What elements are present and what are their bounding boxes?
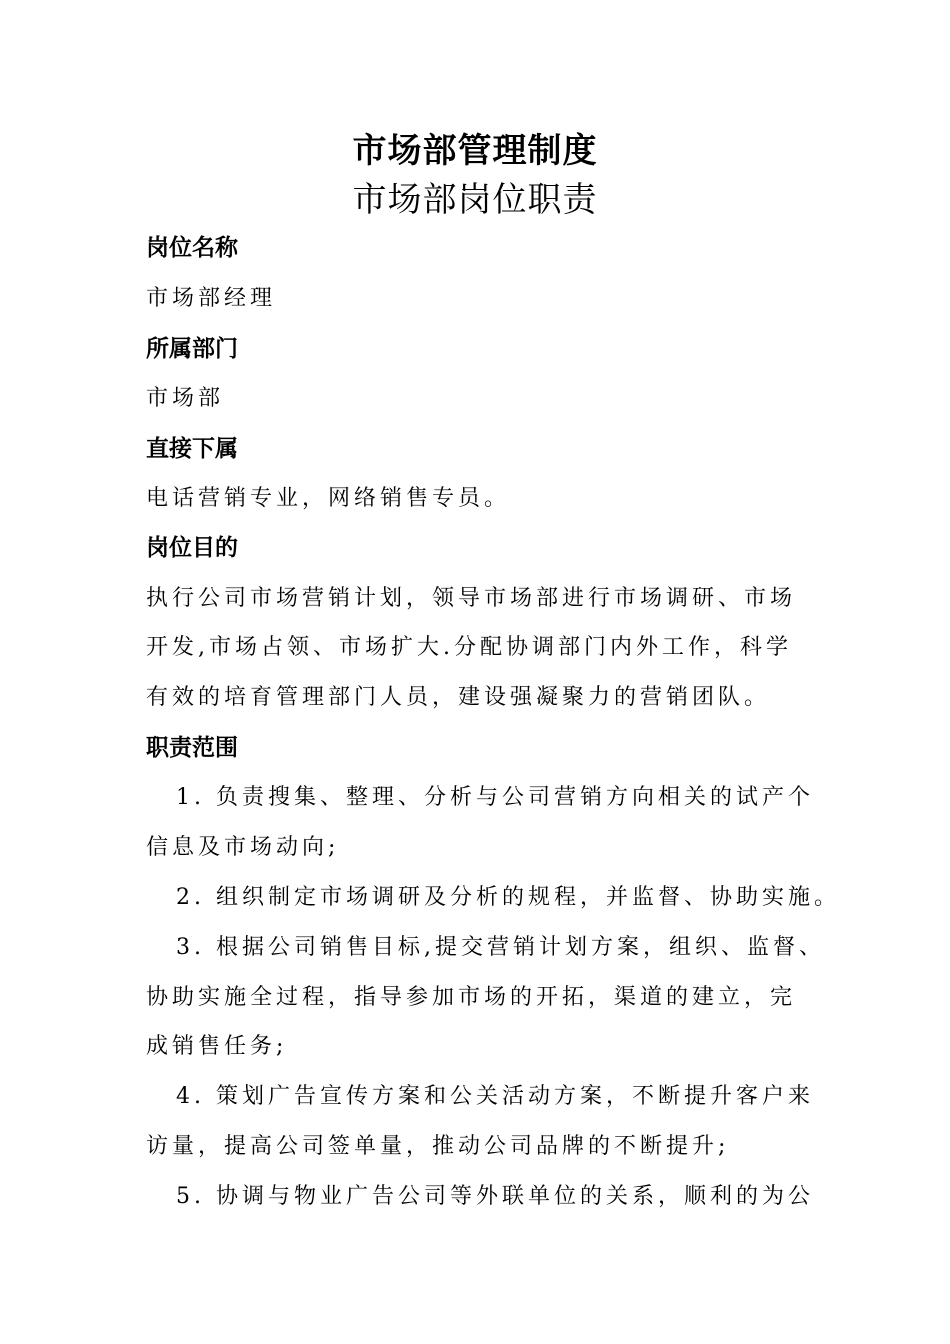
responsibility-line: 成销售任务; (146, 1034, 288, 1059)
document-title: 市场部管理制度 (352, 131, 598, 171)
department-value: 市场部 (146, 386, 225, 411)
responsibility-line: 1. 负责搜集、整理、分析与公司营销方向相关的试产个 (176, 785, 814, 810)
purpose-line: 执行公司市场营销计划，领导市场部进行市场调研、市场 (146, 586, 797, 611)
responsibility-line: 2. 组织制定市场调研及分析的规程，并监督、协助实施。 (176, 885, 840, 910)
position-name-value: 市场部经理 (146, 286, 277, 311)
heading-department: 所属部门 (146, 336, 238, 362)
purpose-line: 有效的培育管理部门人员，建设强凝聚力的营销团队。 (146, 685, 771, 710)
responsibility-line: 协助实施全过程，指导参加市场的开拓，渠道的建立，完 (146, 985, 797, 1010)
document-subtitle: 市场部岗位职责 (352, 180, 598, 220)
responsibility-line: 4. 策划广告宣传方案和公关活动方案，不断提升客户来 (176, 1084, 814, 1109)
responsibility-line: 5. 协调与物业广告公司等外联单位的关系，顺利的为公 (176, 1184, 814, 1209)
responsibility-line: 信息及市场动向; (146, 835, 340, 860)
heading-position-name: 岗位名称 (146, 235, 238, 261)
responsibility-line: 访量，提高公司签单量，推动公司品牌的不断提升; (146, 1134, 730, 1159)
heading-responsibilities: 职责范围 (146, 735, 238, 761)
heading-subordinates: 直接下属 (146, 436, 238, 462)
responsibility-line: 3. 根据公司销售目标,提交营销计划方案，组织、监督、 (176, 935, 825, 960)
subordinates-value: 电话营销专业，网络销售专员。 (146, 486, 511, 511)
purpose-line: 开发,市场占领、市场扩大.分配协调部门内外工作，科学 (146, 635, 792, 660)
heading-purpose: 岗位目的 (146, 535, 238, 561)
